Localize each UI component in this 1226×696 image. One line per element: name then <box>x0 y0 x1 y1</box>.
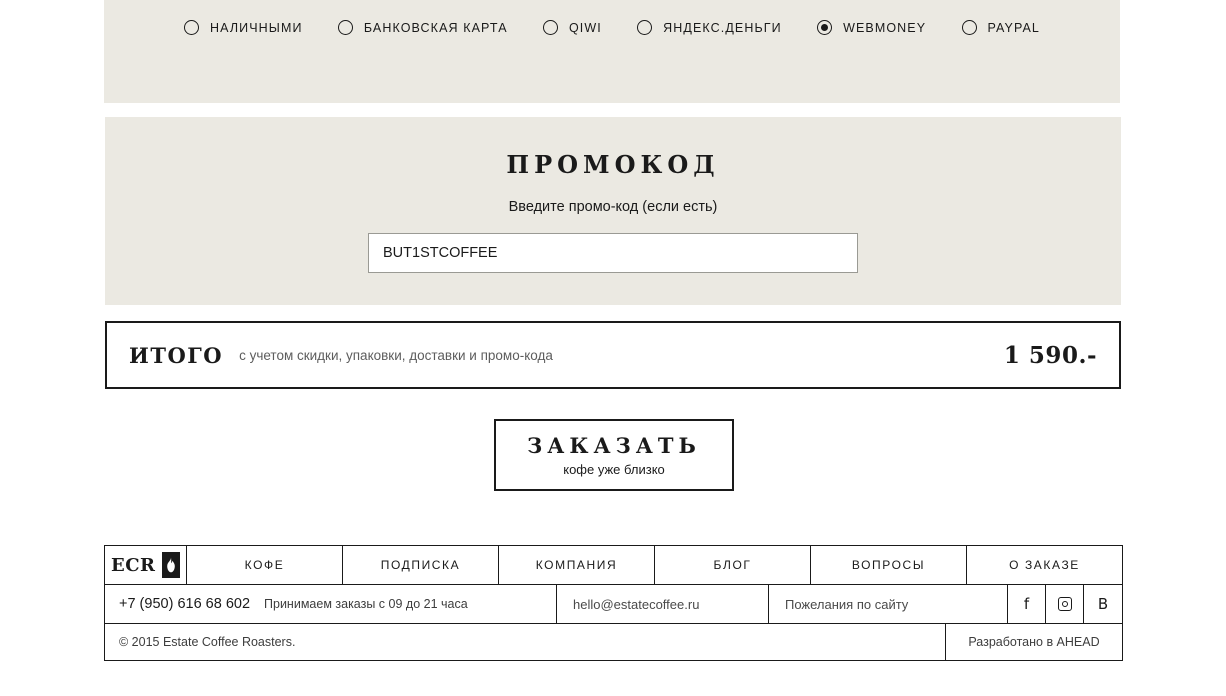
promo-subtitle: Введите промо-код (если есть) <box>508 199 718 215</box>
place-order-button-sublabel: кофе уже близко <box>563 462 665 477</box>
footer-nav-company[interactable] <box>499 546 655 584</box>
place-order-button[interactable] <box>494 419 734 491</box>
payment-option-paypal[interactable] <box>962 20 1040 35</box>
footer-email[interactable] <box>557 585 769 623</box>
footer-credits[interactable] <box>946 624 1122 660</box>
instagram-icon[interactable] <box>1046 585 1084 623</box>
payment-option-webmoney[interactable] <box>817 20 926 35</box>
footer-email-text: hello@estatecoffee.ru <box>573 596 700 612</box>
vkontakte-glyph: B <box>1097 594 1109 613</box>
total-label: ИТОГО <box>129 342 224 368</box>
footer-nav-about-order[interactable] <box>967 546 1122 584</box>
place-order-button-label: ЗАКАЗАТЬ <box>527 433 701 458</box>
footer-nav-coffee[interactable] <box>187 546 343 584</box>
payment-option-label: НАЛИЧНЫМИ <box>210 20 303 35</box>
total-note: с учетом скидки, упаковки, доставки и промо-кода <box>239 347 553 363</box>
instagram-glyph <box>1058 597 1072 611</box>
payment-option-label: WEBMONEY <box>843 20 927 35</box>
payment-option-label: QIWI <box>568 20 602 35</box>
radio-icon-yandex-money[interactable] <box>637 20 652 35</box>
radio-icon-webmoney[interactable] <box>817 20 832 35</box>
footer-feedback-placeholder: Пожелания по сайту <box>785 596 909 612</box>
payment-option-qiwi[interactable] <box>543 20 602 35</box>
footer-nav-label: О ЗАКАЗЕ <box>1009 558 1080 572</box>
promo-title: ПРОМОКОД <box>506 150 720 179</box>
promo-code-input[interactable] <box>368 233 858 273</box>
footer-copyright-text: © 2015 Estate Coffee Roasters. <box>119 635 296 649</box>
facebook-glyph: f <box>1023 594 1030 613</box>
payment-option-label: БАНКОВСКАЯ КАРТА <box>363 20 508 35</box>
site-logo[interactable] <box>105 546 187 584</box>
vkontakte-icon[interactable] <box>1084 585 1122 623</box>
payment-methods-strip <box>104 0 1120 103</box>
order-total-box <box>105 321 1121 389</box>
footer-contact-row <box>105 584 1122 623</box>
total-amount: 1 590.- <box>1003 341 1097 369</box>
flame-icon <box>162 552 180 578</box>
footer-legal-row <box>105 623 1122 660</box>
payment-option-yandex-money[interactable] <box>637 20 782 35</box>
footer-nav-label: ПОДПИСКА <box>380 558 461 572</box>
promo-section <box>105 117 1121 305</box>
footer-phone-note: Принимаем заказы с 09 до 21 часа <box>264 597 468 611</box>
footer-nav-blog[interactable] <box>655 546 811 584</box>
radio-icon-bank-card[interactable] <box>338 20 353 35</box>
footer-copyright <box>105 624 946 660</box>
footer-feedback-field[interactable] <box>769 585 1008 623</box>
footer-phone[interactable]: +7 (950) 616 68 602 <box>119 596 251 612</box>
footer-phone-cell <box>105 585 557 623</box>
facebook-icon[interactable] <box>1008 585 1046 623</box>
site-footer <box>104 545 1123 661</box>
footer-nav-label: ВОПРОСЫ <box>851 558 926 572</box>
footer-nav-label: КОМПАНИЯ <box>535 558 618 572</box>
logo-text: ECR <box>111 554 156 576</box>
footer-nav-label: КОФЕ <box>244 558 285 572</box>
footer-nav-label: БЛОГ <box>713 558 752 572</box>
radio-icon-paypal[interactable] <box>962 20 977 35</box>
radio-icon-qiwi[interactable] <box>543 20 558 35</box>
footer-nav-subscription[interactable] <box>343 546 499 584</box>
footer-credits-text: Разработано в AHEAD <box>968 635 1100 649</box>
footer-nav-questions[interactable] <box>811 546 967 584</box>
payment-option-cash[interactable] <box>184 20 303 35</box>
footer-nav-row <box>105 546 1122 584</box>
payment-option-label: ЯНДЕКС.ДЕНЬГИ <box>663 20 782 35</box>
payment-option-bank-card[interactable] <box>338 20 508 35</box>
radio-icon-cash[interactable] <box>184 20 199 35</box>
payment-option-label: PAYPAL <box>987 20 1040 35</box>
